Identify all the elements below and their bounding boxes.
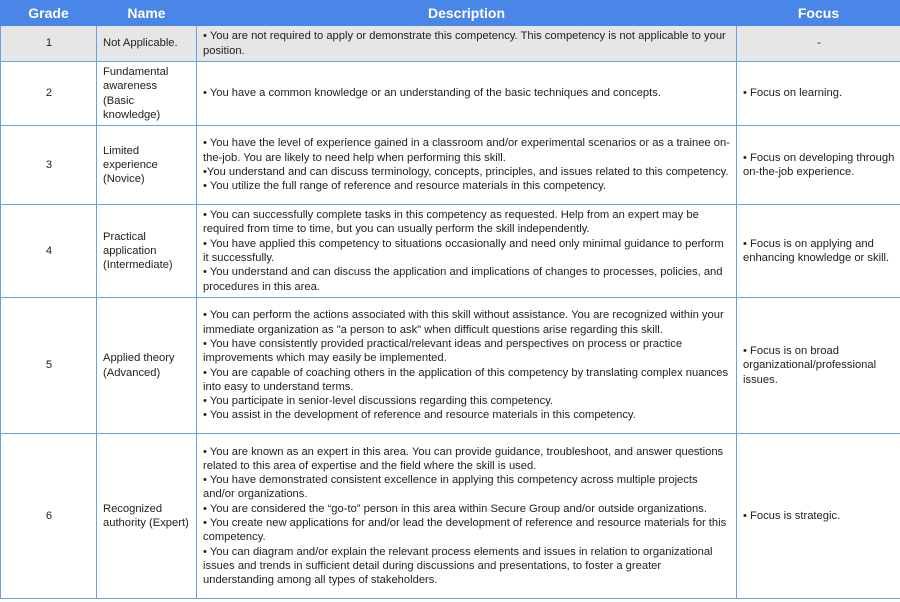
description-item: • You can diagram and/or explain the relevant process elements and issues in relation to organizational issues and trends in sufficient detail during discussions and presentations, to foster a greater understanding among all types of stakeholders. [203,545,713,587]
description-item: • You have the level of experience gained in a classroom and/or experimental scenarios or as a trainee on-the-job. You are likely to need help when performing this skill. [203,137,730,164]
description-cell [197,126,737,205]
table-row [1,205,900,298]
description-item: • You create new applications for and/or lead the development of reference and resource materials for this competency. [203,517,727,544]
grade-cell: 6 [1,434,97,599]
name-cell: Not Applicable. [97,26,197,62]
description-item: • You are known as an expert in this area. You can provide guidance, troubleshoot, and answer questions related to this area of expertise and the field where the skill is used. [203,445,724,472]
name-cell: Recognized authority (Expert) [97,434,197,599]
description-item: • You have consistently provided practical/relevant ideas and perspectives on process or practice improvements which may easily be implemented. [203,337,683,365]
grade-cell: 5 [1,298,97,434]
grade-cell: 4 [1,205,97,298]
grade-cell: 2 [1,62,97,126]
description-cell [197,205,737,298]
header-description: Description [197,1,737,26]
focus-cell: • Focus on learning. [737,62,900,126]
name-cell: Applied theory (Advanced) [97,298,197,434]
description-cell [197,434,737,599]
description-item: • You understand and can discuss the application and implications of changes to processes, policies, and procedures in this area. [203,266,723,293]
description-cell [197,26,737,62]
description-item: • You are considered the “go-to” person in this area within Secure Group and/or outside organizations. [203,502,707,515]
table-row [1,26,900,62]
focus-cell: • Focus is strategic. [737,434,900,599]
focus-cell: • Focus on developing through on-the-job experience. [737,126,900,205]
description-item: •You understand and can discuss terminology, concepts, principles, and issues related to this competency. [203,166,729,178]
description-item: • You utilize the full range of reference and resource materials in this competency. [203,180,606,193]
description-item: • You can perform the actions associated with this skill without assistance. You are recognized within your immediate organization as "a person to ask" when difficult questions arise regarding this skill. [203,309,724,336]
description-item: • You assist in the development of reference and resource materials in this competency. [203,409,636,422]
table-row [1,126,900,205]
table-row [1,434,900,599]
grade-cell: 1 [1,26,97,62]
name-cell: Practical application (Intermediate) [97,205,197,298]
description-item: • You participate in senior-level discussions regarding this competency. [203,395,554,408]
description-item: • You can successfully complete tasks in this competency as requested. Help from an expert may be required from time to time, but you can usually perform the skill independently. [203,209,699,236]
table-row [1,298,900,434]
description-cell [197,62,737,126]
description-item: • You have applied this competency to situations occasionally and need only minimal guidance to perform it successfully. [203,237,724,264]
focus-cell: • Focus is on applying and enhancing knowledge or skill. [737,205,900,298]
focus-cell: - [737,26,900,62]
header-grade: Grade [1,1,97,26]
description-cell [197,298,737,434]
focus-cell: • Focus is on broad organizational/professional issues. [737,298,900,434]
header-focus: Focus [737,1,900,26]
description-item: • You have demonstrated consistent excellence in applying this competency across multiple projects and/or organizations. [203,474,698,501]
name-cell: Limited experience (Novice) [97,126,197,205]
grade-cell: 3 [1,126,97,205]
header-row [1,1,900,26]
description-item: • You have a common knowledge or an understanding of the basic techniques and concepts. [203,87,661,100]
table-row [1,62,900,126]
description-item: • You are not required to apply or demonstrate this competency. This competency is not applicable to your position. [203,30,726,57]
header-name: Name [97,1,197,26]
description-item: • You are capable of coaching others in the application of this competency by translating complex nuances into easy to understand terms. [203,366,729,393]
name-cell: Fundamental awareness (Basic knowledge) [97,62,197,126]
